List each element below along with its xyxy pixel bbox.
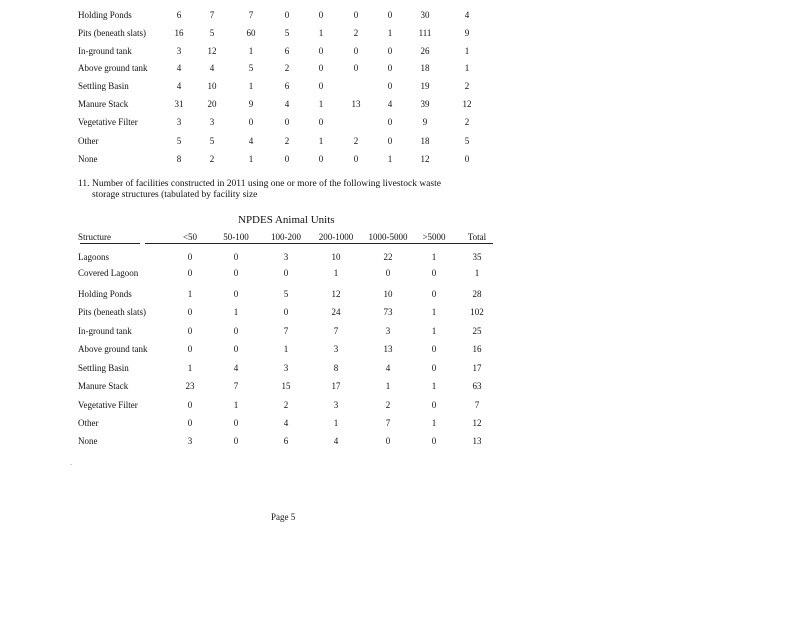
row-label: Manure Stack <box>78 381 129 391</box>
table-cell: 2 <box>284 63 290 73</box>
table-row <box>0 250 800 264</box>
table-cell: 0 <box>318 63 324 73</box>
table-cell: 3 <box>333 344 339 354</box>
table-cell: 4 <box>385 363 391 373</box>
table-cell: 12 <box>462 99 472 109</box>
table-cell: 0 <box>283 307 289 317</box>
table-cell: 0 <box>283 268 289 278</box>
row-label: Pits (beneath slats) <box>78 28 146 38</box>
table-cell: 10 <box>207 81 217 91</box>
table-cell: 1 <box>248 81 254 91</box>
table-cell: 13 <box>472 436 482 446</box>
table-cell: 0 <box>353 10 359 20</box>
table-cell: 0 <box>187 252 193 262</box>
table-cell: 12 <box>420 154 430 164</box>
table-cell: 0 <box>284 154 290 164</box>
table-cell: 9 <box>422 117 428 127</box>
table-cell: 60 <box>246 28 256 38</box>
table-cell: 7 <box>333 326 339 336</box>
table-cell: 1 <box>233 400 239 410</box>
table-cell: 0 <box>387 117 393 127</box>
table-row <box>0 324 800 338</box>
column-header: 100-200 <box>271 232 301 242</box>
table-row <box>0 134 800 148</box>
table-cell: 10 <box>331 252 341 262</box>
table-row <box>0 434 800 448</box>
table-cell: 5 <box>176 136 182 146</box>
table-cell: 1 <box>283 344 289 354</box>
table-cell: 12 <box>207 46 217 56</box>
table-cell: 1 <box>333 418 339 428</box>
table-cell: 8 <box>176 154 182 164</box>
column-header: 1000-5000 <box>368 232 408 242</box>
table-cell: 3 <box>187 436 193 446</box>
table-cell: 102 <box>470 307 484 317</box>
table-row <box>0 8 800 22</box>
table-cell: 30 <box>420 10 430 20</box>
table-cell: 3 <box>283 363 289 373</box>
table-cell: 7 <box>209 10 215 20</box>
row-label: In-ground tank <box>78 326 132 336</box>
table-cell: 24 <box>331 307 341 317</box>
table-cell: 0 <box>431 344 437 354</box>
table-row <box>0 266 800 280</box>
table-row <box>0 342 800 356</box>
table-row <box>0 379 800 393</box>
table-cell: 0 <box>233 289 239 299</box>
table-cell: 0 <box>233 436 239 446</box>
table-cell: 0 <box>318 117 324 127</box>
question-text-line2: storage structures (tabulated by facility size <box>92 190 258 200</box>
table-cell: 0 <box>353 63 359 73</box>
table-row <box>0 398 800 412</box>
table-cell: 0 <box>284 10 290 20</box>
table-cell: 111 <box>418 28 432 38</box>
table-cell: 13 <box>351 99 361 109</box>
table-cell: 73 <box>383 307 393 317</box>
table-row <box>0 152 800 166</box>
table-cell: 0 <box>187 400 193 410</box>
table-cell: 2 <box>385 400 391 410</box>
table-cell: 17 <box>472 363 482 373</box>
table-cell: 0 <box>431 363 437 373</box>
table-cell: 19 <box>420 81 430 91</box>
table-cell: 0 <box>431 268 437 278</box>
table-cell: 1 <box>318 99 324 109</box>
table-cell: 5 <box>283 289 289 299</box>
table-cell: 20 <box>207 99 217 109</box>
table-cell: 4 <box>333 436 339 446</box>
table-title: NPDES Animal Units <box>238 214 335 226</box>
table-cell: 2 <box>464 81 470 91</box>
table-cell: 0 <box>387 81 393 91</box>
table-cell: 0 <box>387 63 393 73</box>
table-cell: 6 <box>283 436 289 446</box>
table-cell: 7 <box>283 326 289 336</box>
table-cell: 1 <box>474 268 480 278</box>
table-cell: 5 <box>464 136 470 146</box>
table-cell: 9 <box>464 28 470 38</box>
table-cell: 2 <box>284 136 290 146</box>
row-label: None <box>78 436 98 446</box>
table-cell: 7 <box>248 10 254 20</box>
table-cell: 1 <box>464 63 470 73</box>
table-cell: 1 <box>318 28 324 38</box>
table-cell: 39 <box>420 99 430 109</box>
table-cell: 0 <box>233 268 239 278</box>
table-row <box>0 44 800 58</box>
table-cell: 3 <box>176 117 182 127</box>
table-cell: 16 <box>472 344 482 354</box>
table-cell: 4 <box>464 10 470 20</box>
row-label: None <box>78 154 98 164</box>
row-label: Holding Ponds <box>78 10 132 20</box>
table-cell: 4 <box>283 418 289 428</box>
row-label: Vegetative Filter <box>78 117 138 127</box>
table-cell: 0 <box>385 436 391 446</box>
question-11 <box>78 179 498 201</box>
table-cell: 1 <box>431 252 437 262</box>
table-row <box>0 79 800 93</box>
table-cell: 10 <box>383 289 393 299</box>
table-cell: 4 <box>209 63 215 73</box>
table-cell: 23 <box>185 381 195 391</box>
table-cell: 4 <box>176 63 182 73</box>
table-cell: 0 <box>233 326 239 336</box>
table-cell: 1 <box>385 381 391 391</box>
table-row <box>0 61 800 75</box>
table-cell: 3 <box>209 117 215 127</box>
column-header: Total <box>467 232 487 242</box>
table-cell: 2 <box>209 154 215 164</box>
column-header: <50 <box>182 232 198 242</box>
table-cell: 3 <box>176 46 182 56</box>
column-header: 200-1000 <box>318 232 354 242</box>
table-cell: 2 <box>464 117 470 127</box>
table-cell: 4 <box>248 136 254 146</box>
table-cell: 0 <box>233 344 239 354</box>
row-label: Other <box>78 136 99 146</box>
table-cell: 4 <box>284 99 290 109</box>
row-label: Above ground tank <box>78 344 148 354</box>
table-cell: 0 <box>318 81 324 91</box>
row-label: Manure Stack <box>78 99 129 109</box>
table-cell: 3 <box>333 400 339 410</box>
row-label: In-ground tank <box>78 46 132 56</box>
column-header: 50-100 <box>223 232 249 242</box>
table-cell: 0 <box>233 252 239 262</box>
table-cell: 0 <box>233 418 239 428</box>
table-cell: 7 <box>233 381 239 391</box>
table-cell: 0 <box>464 154 470 164</box>
table-cell: 25 <box>472 326 482 336</box>
table-row <box>0 416 800 430</box>
table-cell: 6 <box>176 10 182 20</box>
table-cell: 5 <box>209 28 215 38</box>
table-cell: 12 <box>331 289 341 299</box>
table-cell: 1 <box>187 363 193 373</box>
table-cell: 26 <box>420 46 430 56</box>
table-cell: 1 <box>318 136 324 146</box>
table-cell: 2 <box>283 400 289 410</box>
table-cell: 2 <box>353 136 359 146</box>
table-cell: 1 <box>187 289 193 299</box>
table-cell: 5 <box>248 63 254 73</box>
table-cell: 1 <box>333 268 339 278</box>
row-label: Above ground tank <box>78 63 148 73</box>
table-cell: 15 <box>281 381 291 391</box>
page-number: Page 5 <box>271 512 296 522</box>
row-label: Other <box>78 418 99 428</box>
table-cell: 1 <box>248 46 254 56</box>
table-cell: 0 <box>187 418 193 428</box>
table-row <box>0 305 800 319</box>
table-cell: 5 <box>284 28 290 38</box>
table-row <box>0 287 800 301</box>
table-cell: 1 <box>431 418 437 428</box>
table-cell: 8 <box>333 363 339 373</box>
table-cell: 3 <box>385 326 391 336</box>
table-cell: 0 <box>318 46 324 56</box>
table-cell: 0 <box>318 10 324 20</box>
table-cell: 13 <box>383 344 393 354</box>
table-cell: 0 <box>318 154 324 164</box>
table-cell: 4 <box>176 81 182 91</box>
table-cell: 35 <box>472 252 482 262</box>
table-cell: 0 <box>353 46 359 56</box>
table-cell: 1 <box>464 46 470 56</box>
table-cell: 0 <box>187 307 193 317</box>
table-cell: 0 <box>187 268 193 278</box>
table-cell: 6 <box>284 46 290 56</box>
table-cell: 1 <box>233 307 239 317</box>
table-cell: 5 <box>209 136 215 146</box>
table-cell: 18 <box>420 63 430 73</box>
table-cell: 0 <box>284 117 290 127</box>
table-cell: 0 <box>431 400 437 410</box>
table-cell: 0 <box>387 136 393 146</box>
row-label: Covered Lagoon <box>78 268 139 278</box>
table-cell: 1 <box>431 381 437 391</box>
question-number: 11. <box>78 179 90 189</box>
table-cell: 1 <box>387 28 393 38</box>
table-cell: 9 <box>248 99 254 109</box>
table-cell: 2 <box>353 28 359 38</box>
table-cell: 7 <box>385 418 391 428</box>
table-cell: 0 <box>431 436 437 446</box>
table-row <box>0 26 800 40</box>
table-cell: 31 <box>174 99 184 109</box>
table-cell: 0 <box>387 46 393 56</box>
table-cell: 4 <box>387 99 393 109</box>
header-rule-right <box>145 243 493 244</box>
table-cell: 22 <box>383 252 393 262</box>
table-cell: 1 <box>248 154 254 164</box>
table-cell: 0 <box>431 289 437 299</box>
table-cell: 7 <box>474 400 480 410</box>
question-text-line1: Number of facilities constructed in 2011 using one or more of the following livestock waste <box>92 179 441 189</box>
column-header: Structure <box>78 232 111 242</box>
table-cell: 28 <box>472 289 482 299</box>
row-label: Settling Basin <box>78 81 129 91</box>
table-cell: 0 <box>385 268 391 278</box>
table-cell: 0 <box>187 344 193 354</box>
row-label: Holding Ponds <box>78 289 132 299</box>
table-row <box>0 361 800 375</box>
row-label: Vegetative Filter <box>78 400 138 410</box>
table-row <box>0 115 800 129</box>
table-cell: 1 <box>387 154 393 164</box>
scan-mark: . <box>70 458 72 467</box>
table-cell: 0 <box>353 154 359 164</box>
table-header-row <box>0 230 800 244</box>
row-label: Lagoons <box>78 252 109 262</box>
table-cell: 63 <box>472 381 482 391</box>
table-cell: 18 <box>420 136 430 146</box>
table-row <box>0 97 800 111</box>
header-rule-left <box>80 243 140 244</box>
column-header: >5000 <box>422 232 446 242</box>
table-cell: 0 <box>187 326 193 336</box>
table-cell: 3 <box>283 252 289 262</box>
row-label: Settling Basin <box>78 363 129 373</box>
row-label: Pits (beneath slats) <box>78 307 146 317</box>
table-cell: 0 <box>387 10 393 20</box>
table-cell: 12 <box>472 418 482 428</box>
table-cell: 1 <box>431 326 437 336</box>
table-cell: 6 <box>284 81 290 91</box>
table-cell: 1 <box>431 307 437 317</box>
table-cell: 0 <box>248 117 254 127</box>
table-cell: 16 <box>174 28 184 38</box>
table-cell: 17 <box>331 381 341 391</box>
table-cell: 4 <box>233 363 239 373</box>
